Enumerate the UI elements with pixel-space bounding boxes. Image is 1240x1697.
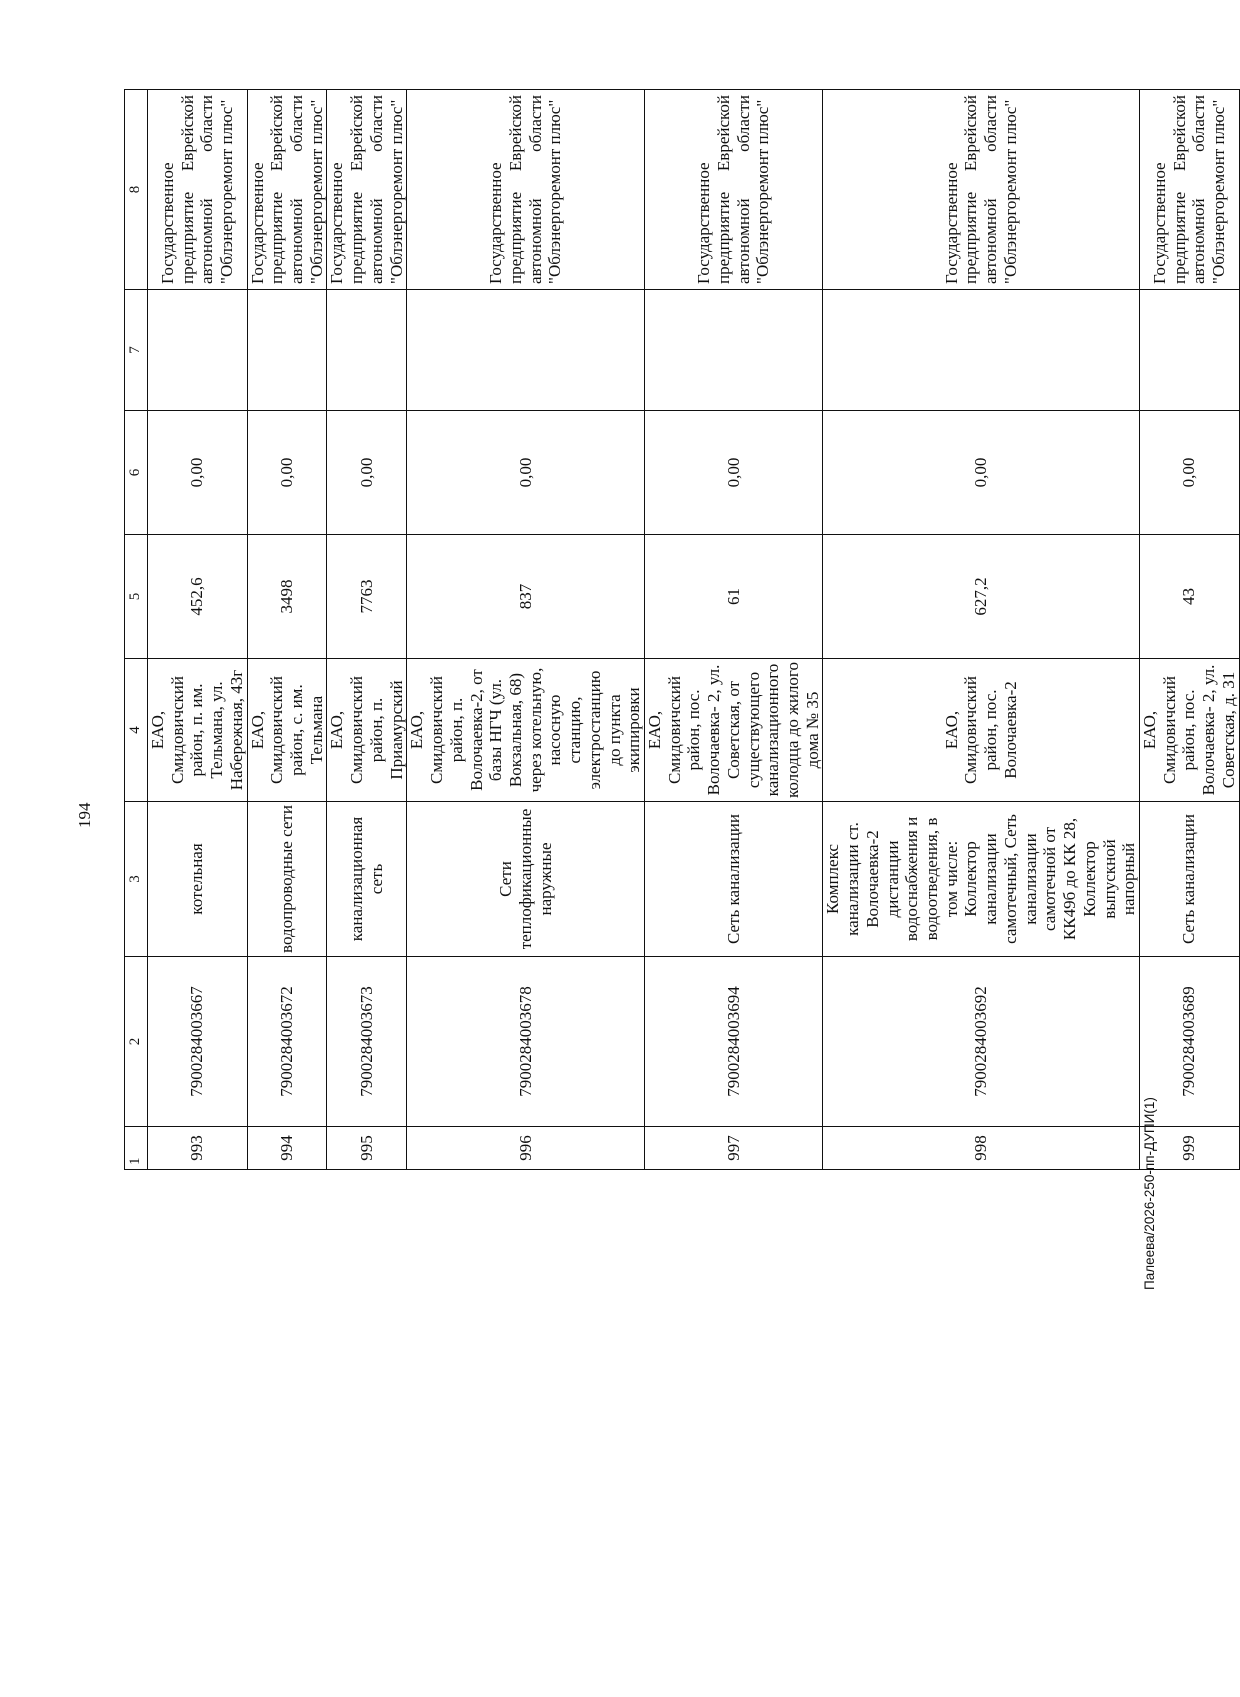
value-cell: 0,00 [148, 411, 248, 535]
table-row [327, 90, 407, 1170]
object-name-cell: Сеть канализации [1139, 802, 1239, 957]
footer-document-code: Палеева/2026-250-пп-ДУПИ(1) [1142, 1097, 1157, 1290]
cadastral-number-cell: 7900284003678 [407, 957, 645, 1127]
extent-cell: 3498 [247, 535, 327, 659]
holder-cell: Государственное предприятие Еврейской автономной области "Облэнергоремонт плюс" [407, 90, 645, 290]
object-name-cell: водопроводные сети [247, 802, 327, 957]
holder-cell: Государственное предприятие Еврейской автономной области "Облэнергоремонт плюс" [148, 90, 248, 290]
row-number-cell: 999 [1139, 1127, 1239, 1170]
header-cell: 6 [125, 411, 148, 535]
object-name-cell: Сеть канализации [644, 802, 822, 957]
empty-cell [407, 290, 645, 411]
cadastral-number-cell: 7900284003672 [247, 957, 327, 1127]
table-row [1139, 90, 1239, 1170]
cadastral-number-cell: 7900284003692 [823, 957, 1140, 1127]
extent-cell: 61 [644, 535, 822, 659]
header-cell: 2 [125, 957, 148, 1127]
value-cell: 0,00 [823, 411, 1140, 535]
empty-cell [1139, 290, 1239, 411]
header-cell: 3 [125, 802, 148, 957]
header-cell: 8 [125, 90, 148, 290]
value-cell: 0,00 [247, 411, 327, 535]
header-cell: 1 [125, 1127, 148, 1170]
holder-cell: Государственное предприятие Еврейской автономной области "Облэнергоремонт плюс" [1139, 90, 1239, 290]
row-number-cell: 996 [407, 1127, 645, 1170]
row-number-cell: 995 [327, 1127, 407, 1170]
cadastral-number-cell: 7900284003667 [148, 957, 248, 1127]
page-number: 194 [75, 802, 94, 828]
address-cell: ЕАО, Смидовичский район, п. Волочаевка-2, от базы НГЧ (ул. Вокзальная, 68) через котельную, насосную станцию, электростанцию до пункта экипировки [407, 659, 645, 802]
header-cell: 4 [125, 659, 148, 802]
header-cell: 7 [125, 290, 148, 411]
row-number-cell: 998 [823, 1127, 1140, 1170]
holder-cell: Государственное предприятие Еврейской автономной области "Облэнергоремонт плюс" [327, 90, 407, 290]
value-cell: 0,00 [407, 411, 645, 535]
empty-cell [823, 290, 1140, 411]
cadastral-number-cell: 7900284003694 [644, 957, 822, 1127]
object-name-cell: Комплекс канализации ст. Волочаевка-2 дистанции водоснабжения и водоотведения, в том числе: Коллектор канализации самотечный, Сеть канализации самотечной от КК49б до КК 28, Коллектор выпускной напорный [823, 802, 1140, 957]
value-cell: 0,00 [644, 411, 822, 535]
value-cell: 0,00 [327, 411, 407, 535]
row-number-cell: 993 [148, 1127, 248, 1170]
rotated-table-container [124, 90, 1238, 1170]
empty-cell [644, 290, 822, 411]
table-row [247, 90, 327, 1170]
table-row [823, 90, 1140, 1170]
address-cell: ЕАО, Смидовичский район, пос. Волочаевка- 2, ул. Советская, д. 31 [1139, 659, 1239, 802]
empty-cell [247, 290, 327, 411]
value-cell: 0,00 [1139, 411, 1239, 535]
table-row [407, 90, 645, 1170]
object-name-cell: котельная [148, 802, 248, 957]
address-cell: ЕАО, Смидовичский район, п. им. Тельмана, ул. Набережная, 43г [148, 659, 248, 802]
empty-cell [327, 290, 407, 411]
extent-cell: 43 [1139, 535, 1239, 659]
address-cell: ЕАО, Смидовичский район, пос. Волочаевка-2 [823, 659, 1140, 802]
extent-cell: 7763 [327, 535, 407, 659]
empty-cell [148, 290, 248, 411]
extent-cell: 452,6 [148, 535, 248, 659]
object-name-cell: Сети теплофикационные наружные [407, 802, 645, 957]
header-cell: 5 [125, 535, 148, 659]
address-cell: ЕАО, Смидовичский район, пос. Волочаевка- 2, ул. Советская, от существующего канализационного колодца до жилого дома № 35 [644, 659, 822, 802]
table-header-row [125, 90, 148, 1170]
property-register-table [124, 89, 1240, 1170]
cadastral-number-cell: 7900284003673 [327, 957, 407, 1127]
address-cell: ЕАО, Смидовичский район, с. им. Тельмана [247, 659, 327, 802]
row-number-cell: 994 [247, 1127, 327, 1170]
row-number-cell: 997 [644, 1127, 822, 1170]
table-row [148, 90, 248, 1170]
holder-cell: Государственное предприятие Еврейской автономной области "Облэнергоремонт плюс" [644, 90, 822, 290]
extent-cell: 837 [407, 535, 645, 659]
address-cell: ЕАО, Смидовичский район, п. Приамурский [327, 659, 407, 802]
table-row [644, 90, 822, 1170]
holder-cell: Государственное предприятие Еврейской автономной области "Облэнергоремонт плюс" [823, 90, 1140, 290]
cadastral-number-cell: 7900284003689 [1139, 957, 1239, 1127]
holder-cell: Государственное предприятие Еврейской автономной области "Облэнергоремонт плюс" [247, 90, 327, 290]
object-name-cell: канализационная сеть [327, 802, 407, 957]
extent-cell: 627,2 [823, 535, 1140, 659]
